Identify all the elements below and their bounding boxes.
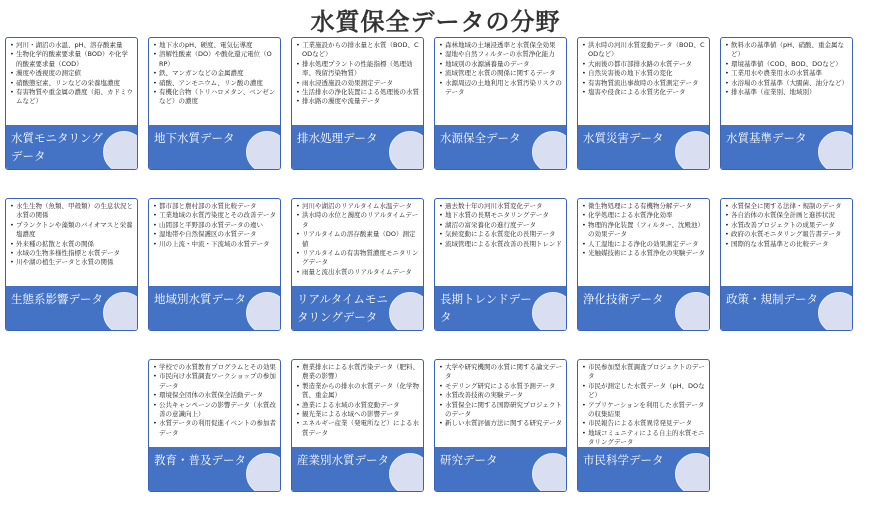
card-list-item: • 工業地域の水質汚染度とその改善データ xyxy=(159,211,276,220)
card-list-item: • 製造業からの排水の水質データ（化学物質、重金属） xyxy=(302,382,419,401)
decorative-circle-icon xyxy=(675,453,710,492)
card-label: 地下水質データ xyxy=(154,131,235,145)
card-list-item: • 市民参加型水質調査プロジェクトのデータ xyxy=(588,363,705,382)
decorative-circle-icon xyxy=(532,453,567,492)
card-label-band xyxy=(149,286,280,330)
card-list-item: • 有害物質や重金属の濃度（鉛、カドミウムなど） xyxy=(16,88,133,107)
category-card xyxy=(148,37,281,170)
card-list-item: • 学校での水質教育プログラムとその効果 xyxy=(159,363,276,372)
card-list-item: • 人工湿地による浄化の効果測定データ xyxy=(588,240,705,249)
decorative-circle-icon xyxy=(675,131,710,170)
card-item-list xyxy=(721,199,852,249)
card-list-item: • 工業用水や農業用水の水質基準 xyxy=(731,69,848,78)
card-list-item: • 農業排水による水質汚染データ（肥料、農業の影響） xyxy=(302,363,419,382)
card-list-item: • 水源周辺の土地利用と水質汚染リスクのデータ xyxy=(445,79,562,98)
category-card xyxy=(434,37,567,170)
card-label: 水質災害データ xyxy=(583,131,664,145)
card-list-item: • 湿地帯や自然保護区の水質データ xyxy=(159,230,276,239)
card-label-band xyxy=(6,286,137,330)
decorative-circle-icon xyxy=(103,131,138,170)
card-list-item: • 排水処理プラントの性能指標（処理効率、残留汚染物質） xyxy=(302,60,419,79)
category-card xyxy=(577,37,710,170)
card-label: 排水処理データ xyxy=(297,131,378,145)
card-list-item: • 過去数十年の河川水質変化データ xyxy=(445,202,562,211)
decorative-circle-icon xyxy=(103,292,138,331)
card-label-band xyxy=(578,286,709,330)
card-list-item: • 流域管理と水質の関係に関するデータ xyxy=(445,69,562,78)
card-list-item: • 大学や研究機関の水質に関する論文データ xyxy=(445,363,562,382)
card-list-item: • 森林地域の土壌浸透率と水質保全効果 xyxy=(445,41,562,50)
decorative-circle-icon xyxy=(818,131,853,170)
card-item-list xyxy=(6,199,137,268)
card-list-item: • 塩害や侵食による水質劣化データ xyxy=(588,88,705,97)
card-list-item: • 市民報告による水質異常発見データ xyxy=(588,419,705,428)
category-card xyxy=(434,198,567,331)
card-list-item: • 河川・湖沼の水温、pH、溶存酸素量 xyxy=(16,41,133,50)
card-list-item: • 雨量と流出水質のリアルタイムデータ xyxy=(302,268,419,277)
card-list-item: • エネルギー産業（発電所など）による水質データ xyxy=(302,419,419,438)
card-label-band xyxy=(578,447,709,491)
card-label-band xyxy=(149,125,280,169)
card-item-list xyxy=(292,38,423,107)
card-list-item: • 鉄、マンガンなどの金属濃度 xyxy=(159,69,276,78)
category-card xyxy=(291,359,424,492)
card-list-item: • 環境保全団体の水質保全活動データ xyxy=(159,391,276,400)
card-label: 産業別水質データ xyxy=(297,453,389,467)
card-list-item: • 政府の水質モニタリング報告書データ xyxy=(731,230,848,239)
card-label-band xyxy=(435,125,566,169)
card-label-band xyxy=(721,125,852,169)
card-label-band xyxy=(721,286,852,330)
decorative-circle-icon xyxy=(389,292,424,331)
card-list-item: • 国際的な水質基準との比較データ xyxy=(731,240,848,249)
card-list-item: • 湖沼の富栄養化の進行度データ xyxy=(445,221,562,230)
decorative-circle-icon xyxy=(246,292,281,331)
decorative-circle-icon xyxy=(246,131,281,170)
card-item-list xyxy=(435,38,566,97)
card-list-item: • 外来種の拡散と水質の関係 xyxy=(16,240,133,249)
decorative-circle-icon xyxy=(246,453,281,492)
card-list-item: • 溶解性酸素（DO）や酸化還元電位（ORP） xyxy=(159,50,276,69)
card-list-item: • 地域別の水源涵養量のデータ xyxy=(445,60,562,69)
card-list-item: • 洪水時の河川水質変動データ（BOD、CODなど） xyxy=(588,41,705,60)
card-item-list xyxy=(435,199,566,249)
card-label-band xyxy=(292,447,423,491)
card-list-item: • リアルタイムの有害物質濃度モニタリングデータ xyxy=(302,249,419,268)
card-list-item: • 市民が測定した水質データ（pH、DOなど） xyxy=(588,382,705,401)
card-item-list xyxy=(149,199,280,249)
card-label-band xyxy=(435,447,566,491)
category-card xyxy=(434,359,567,492)
decorative-circle-icon xyxy=(389,131,424,170)
card-list-item: • 工業施設からの排水量と水質（BOD、CODなど） xyxy=(302,41,419,60)
card-label-band xyxy=(435,286,566,330)
card-label: 浄化技術データ xyxy=(583,292,664,306)
card-list-item: • 新しい水質評価方法に関する研究データ xyxy=(445,419,562,428)
card-list-item: • 排水路の濁度や流量データ xyxy=(302,97,419,106)
card-list-item: • アプリケーションを利用した水質データの収集結果 xyxy=(588,401,705,420)
card-list-item: • 環境基準値（COD、BOD、DOなど） xyxy=(731,60,848,69)
category-card xyxy=(577,198,710,331)
decorative-circle-icon xyxy=(389,453,424,492)
card-list-item: • 湿地や自然フィルターの水質浄化能力 xyxy=(445,50,562,59)
card-item-list xyxy=(149,38,280,107)
card-list-item: • 光触媒技術による水質浄化の実験データ xyxy=(588,249,705,258)
card-list-item: • 地下水質の長期モニタリングデータ xyxy=(445,211,562,220)
card-list-item: • 水域の生物多様性指標と水質データ xyxy=(16,249,133,258)
category-card xyxy=(5,37,138,170)
category-card xyxy=(148,198,281,331)
decorative-circle-icon xyxy=(532,292,567,331)
decorative-circle-icon xyxy=(675,292,710,331)
card-list-item: • 都市部と農村部の水質比較データ xyxy=(159,202,276,211)
card-label-band xyxy=(149,447,280,491)
card-item-list xyxy=(292,199,423,277)
card-list-item: • 河川や湖沼のリアルタイム水温データ xyxy=(302,202,419,211)
card-list-item: • 大雨後の都市部排水路の水質データ xyxy=(588,60,705,69)
card-label: 水質基準データ xyxy=(726,131,807,145)
card-list-item: • 地域コミュニティによる自主的水質モニタリングデータ xyxy=(588,429,705,448)
card-list-item: • 水質データの利用促進イベントの参加者データ xyxy=(159,419,276,438)
card-label: 生態系影響データ xyxy=(11,292,103,306)
card-list-item: • 洪水時の水位と濁度のリアルタイムデータ xyxy=(302,211,419,230)
card-list-item: • 濁度や透視度の測定値 xyxy=(16,69,133,78)
card-label: 水源保全データ xyxy=(440,131,521,145)
card-list-item: • 観光業による水域への影響データ xyxy=(302,410,419,419)
card-list-item: • 水浴場の水質基準（大腸菌、油分など） xyxy=(731,79,848,88)
card-list-item: • プランクトンや藻類のバイオマスと栄養塩濃度 xyxy=(16,221,133,240)
category-card xyxy=(577,359,710,492)
card-list-item: • リアルタイムの溶存酸素量（DO）測定値 xyxy=(302,230,419,249)
card-list-item: • 公共キャンペーンの影響データ（水質改善の意識向上） xyxy=(159,401,276,420)
card-list-item: • 化学処理による水質浄化効率 xyxy=(588,211,705,220)
card-label-band xyxy=(6,125,137,169)
category-card xyxy=(5,198,138,331)
card-label-band xyxy=(578,125,709,169)
card-item-list xyxy=(6,38,137,107)
category-card xyxy=(720,37,853,170)
card-label: 水質モニタリングデータ xyxy=(11,131,103,163)
card-list-item: • 水生生物（魚類、甲殻類）の生息状況と水質の関係 xyxy=(16,202,133,221)
card-item-list xyxy=(292,360,423,438)
card-list-item: • 生活排水の浄化装置による処理後の水質 xyxy=(302,88,419,97)
card-label: 政策・規制データ xyxy=(726,292,818,306)
category-card xyxy=(291,37,424,170)
card-list-item: • 川や湖の植生データと水質の関係 xyxy=(16,258,133,267)
card-item-list xyxy=(435,360,566,429)
card-list-item: • 漁業による水域の水質変動データ xyxy=(302,401,419,410)
card-label: 長期トレンドデータ xyxy=(440,292,532,324)
card-list-item: • 雨水浸透施設の効果測定データ xyxy=(302,79,419,88)
card-list-item: • 飲料水の基準値（pH、硝酸、重金属など） xyxy=(731,41,848,60)
card-item-list xyxy=(149,360,280,438)
category-card xyxy=(720,198,853,331)
card-item-list xyxy=(578,38,709,97)
card-list-item: • 水質保全に関する法律・規制のデータ xyxy=(731,202,848,211)
card-list-item: • 硝酸態窒素、リンなどの栄養塩濃度 xyxy=(16,79,133,88)
card-list-item: • 市民向け水質調査ワークショップの参加データ xyxy=(159,372,276,391)
card-list-item: • 地下水のpH、硬度、電気伝導度 xyxy=(159,41,276,50)
card-list-item: • 自然災害後の地下水質の変化 xyxy=(588,69,705,78)
card-list-item: • 流域管理による水質改善の長期トレンド xyxy=(445,240,562,249)
card-label-band xyxy=(292,286,423,330)
card-label: 地域別水質データ xyxy=(154,292,246,306)
card-label: リアルタイムモニタリングデータ xyxy=(297,292,388,324)
card-list-item: • 微生物処理による有機物分解データ xyxy=(588,202,705,211)
card-list-item: • 有害物質流出事故時の水質測定データ xyxy=(588,79,705,88)
card-list-item: • 生物化学的酸素要求量（BOD）や化学的酸素要求量（COD） xyxy=(16,50,133,69)
card-item-list xyxy=(578,360,709,448)
card-label-band xyxy=(292,125,423,169)
category-card xyxy=(148,359,281,492)
card-list-item: • 水質改善プロジェクトの成果データ xyxy=(731,221,848,230)
card-item-list xyxy=(578,199,709,258)
card-list-item: • 水質改善技術の実験データ xyxy=(445,391,562,400)
card-list-item: • モデリング研究による水質予測データ xyxy=(445,382,562,391)
card-list-item: • 物理的浄化装置（フィルター、沈殿池）の効果データ xyxy=(588,221,705,240)
category-card xyxy=(291,198,424,331)
decorative-circle-icon xyxy=(818,292,853,331)
card-label: 市民科学データ xyxy=(583,453,664,467)
card-list-item: • 硝酸、アンモニウム、リン酸の濃度 xyxy=(159,79,276,88)
decorative-circle-icon xyxy=(532,131,567,170)
card-list-item: • 有機化合物（トリハロメタン、ベンゼンなど）の濃度 xyxy=(159,88,276,107)
card-list-item: • 川の上流・中流・下流域の水質データ xyxy=(159,240,276,249)
card-list-item: • 各自治体の水質保全計画と進捗状況 xyxy=(731,211,848,220)
card-list-item: • 排水基準（産業別、地域別） xyxy=(731,88,848,97)
card-label: 教育・普及データ xyxy=(154,453,246,467)
card-label: 研究データ xyxy=(440,453,498,467)
card-list-item: • 気候変動による水質変化の長期データ xyxy=(445,230,562,239)
card-list-item: • 山間部と平野部の水質データの違い xyxy=(159,221,276,230)
card-item-list xyxy=(721,38,852,97)
page-title: 水質保全データの分野 xyxy=(310,8,561,36)
card-list-item: • 水質保全に関する国際研究プロジェクトのデータ xyxy=(445,401,562,420)
